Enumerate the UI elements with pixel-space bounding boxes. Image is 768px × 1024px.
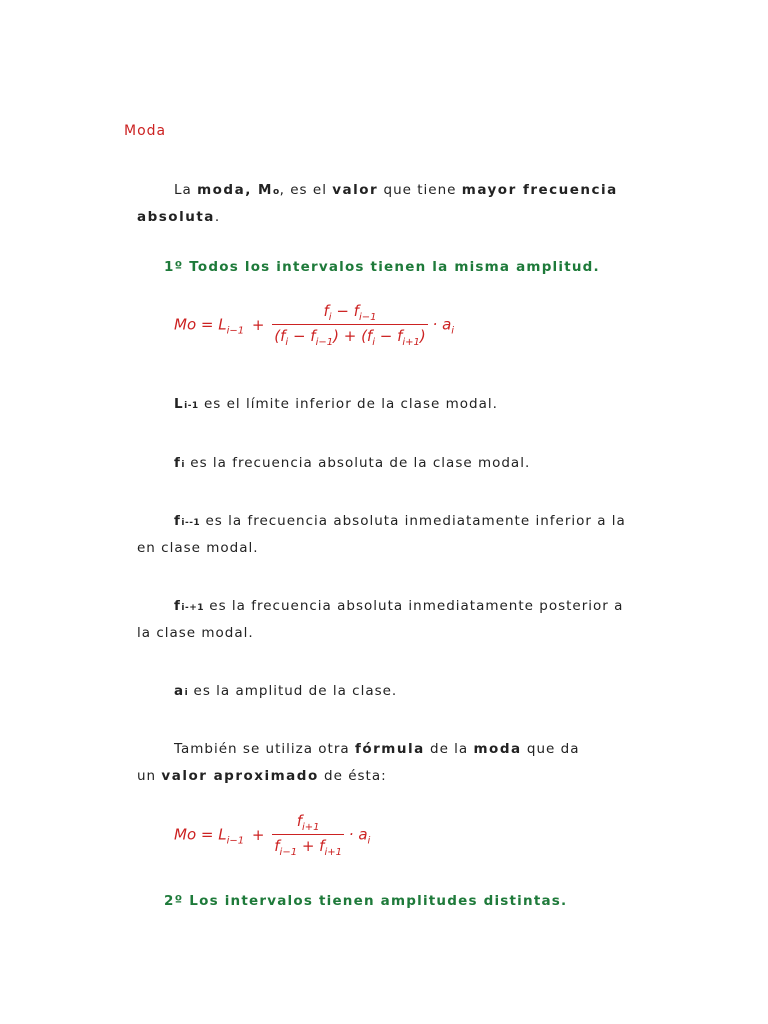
intro-text-4: . <box>214 209 221 225</box>
moda-term: moda, M <box>197 182 273 198</box>
formula2-fraction <box>272 812 344 858</box>
intro-text-1: La <box>174 182 198 198</box>
formula2-lhs-sub: i−1 <box>226 835 245 847</box>
def-fi-minus-1-cont: en clase modal. <box>137 540 259 556</box>
formula2-denominator: $f_{i-1} + f_{i+1}$ <box>272 834 344 858</box>
formula1-plus: + <box>251 315 265 334</box>
intro-text-2: , es el <box>279 182 333 198</box>
def-fi-plus-1: fi-+1 es la frecuencia absoluta inmediatamente posterior a <box>174 598 624 614</box>
formula1-fraction <box>272 302 428 348</box>
formula1-multiplier-sub: i <box>451 325 455 337</box>
formula1-numerator: $f_i - f_{i-1}$ <box>323 302 377 323</box>
case-1-heading: 1º Todos los intervalos tienen la misma amplitud. <box>164 259 600 275</box>
formula1-lhs-sub: i−1 <box>226 325 245 337</box>
mayor-frecuencia-term: mayor frecuencia <box>461 182 618 198</box>
formula-equal-amplitude <box>174 302 454 348</box>
formula2-multiplier: · a <box>348 825 368 844</box>
intro-text-3: que tiene <box>378 182 462 198</box>
formula-term: fórmula <box>354 741 425 757</box>
intro-line-1 <box>174 182 618 198</box>
moda-term-2: moda <box>473 741 522 757</box>
also-line-1: También se utiliza otra fórmula de la moda que da <box>174 741 580 757</box>
absoluta-term: absoluta <box>137 209 215 225</box>
intro-line-2 <box>137 209 220 225</box>
case-2-heading: 2º Los intervalos tienen amplitudes distintas. <box>164 893 568 909</box>
formula1-lhs: Mo = L <box>174 315 227 334</box>
formula2-plus: + <box>251 825 265 844</box>
def-ai: ai es la amplitud de la clase. <box>174 683 398 699</box>
formula2-lhs: Mo = L <box>174 825 227 844</box>
formula1-multiplier: · a <box>432 315 452 334</box>
also-line-2: un valor aproximado de ésta: <box>137 768 387 784</box>
valor-aproximado-term: valor aproximado <box>161 768 319 784</box>
valor-term: valor <box>332 182 379 198</box>
def-fi-plus-1-cont: la clase modal. <box>137 625 254 641</box>
def-fi: fi es la frecuencia absoluta de la clase modal. <box>174 455 531 471</box>
def-li-1: Li-1 es el límite inferior de la clase modal. <box>174 396 498 412</box>
formula1-denominator: $(f_i - f_{i-1}) + (f_i - f_{i+1})$ <box>272 324 428 348</box>
formula2-multiplier-sub: i <box>367 835 371 847</box>
page-title: Moda <box>124 123 167 139</box>
moda-subscript: o <box>272 187 280 197</box>
formula-approximate <box>174 812 370 858</box>
def-fi-minus-1: fi--1 es la frecuencia absoluta inmediatamente inferior a la <box>174 513 626 529</box>
formula2-numerator: $f_{i+1}$ <box>296 812 320 833</box>
